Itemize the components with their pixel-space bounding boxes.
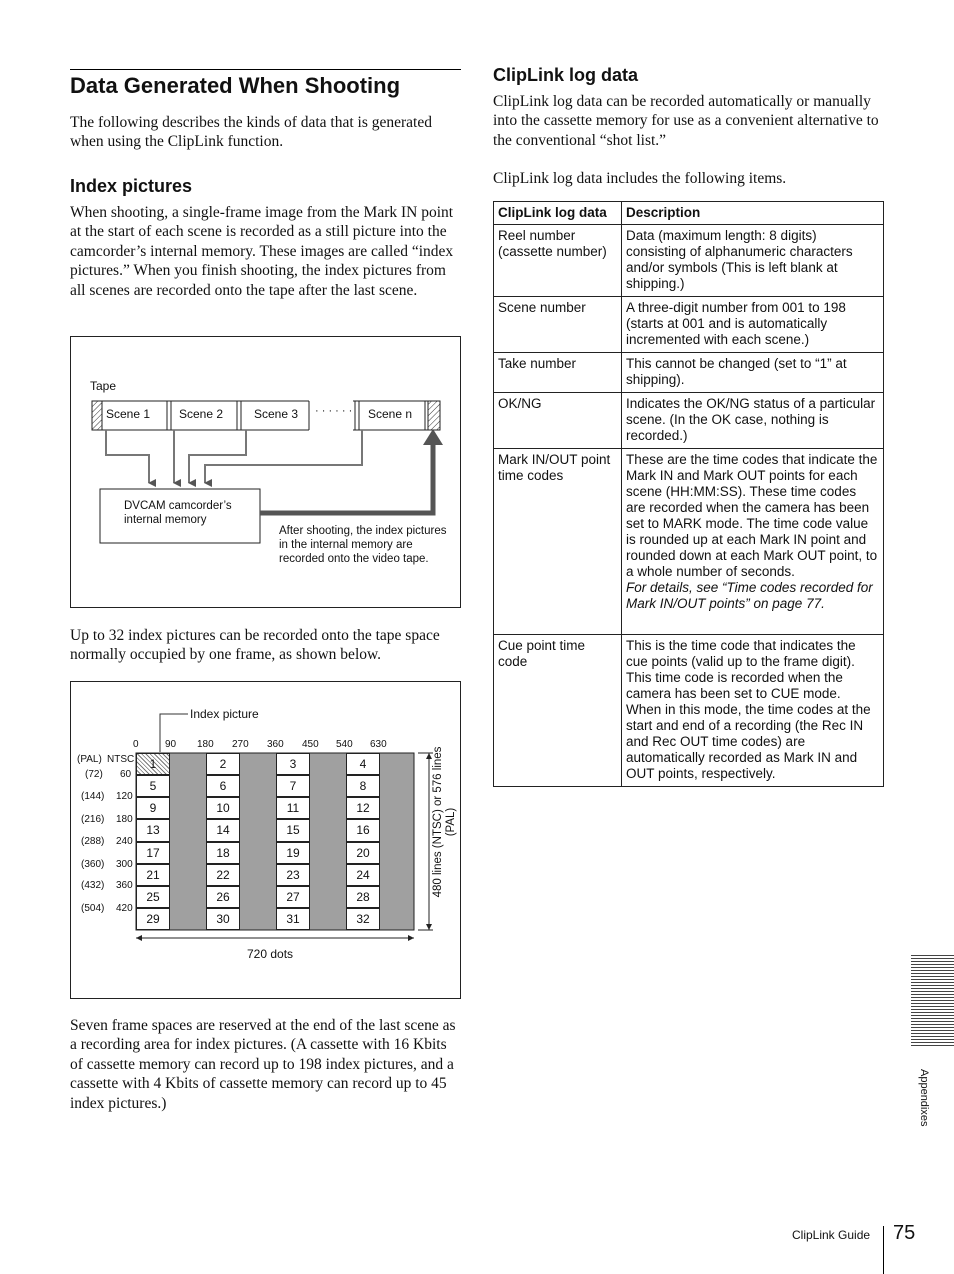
tape-index-area-hatch <box>428 401 440 430</box>
scene-n-label: Scene n <box>368 407 413 421</box>
index-cell: 6 <box>206 775 240 797</box>
section-tab-marks <box>911 955 954 1047</box>
pal-label: (PAL) <box>77 754 102 765</box>
index-cell: 8 <box>346 775 380 797</box>
pal-tick: (432) <box>81 880 105 891</box>
pal-tick: (360) <box>81 859 105 870</box>
pal-tick: (216) <box>81 814 105 825</box>
ntsc-tick: 240 <box>116 836 133 847</box>
table-row <box>494 297 884 353</box>
log-item-description: This cannot be changed (set to “1” at shipping). <box>622 353 884 393</box>
index-cell: 9 <box>136 797 170 819</box>
x-tick: 630 <box>370 739 387 750</box>
ntsc-tick: 420 <box>116 903 133 914</box>
index-cell: 23 <box>276 864 310 886</box>
index-cell: 16 <box>346 819 380 841</box>
pal-tick: (504) <box>81 903 105 914</box>
log-item-description-text: These are the time codes that indicate the Mark IN and Mark OUT points for each scene (HH:MM:SS). These time codes are recorded when the camera has been set to MARK mode. The time code value is rounded up at each Mark IN point and rounded down at each Mark OUT point, to a whole number of seconds. <box>626 452 878 579</box>
page-title: Data Generated When Shooting <box>70 69 461 99</box>
index-cell: 1 <box>136 753 170 775</box>
x-tick: 0 <box>133 739 139 750</box>
log-item-name: Take number <box>494 353 622 393</box>
index-cell: 11 <box>276 797 310 819</box>
up-to-32-paragraph: Up to 32 index pictures can be recorded onto the tape space normally occupied by one frame, as shown below. <box>70 627 440 664</box>
after-shooting-note: After shooting, the index pictures in the internal memory are recorded onto the video tape. <box>279 525 447 565</box>
pal-tick: (72) <box>85 769 103 780</box>
log-item-description <box>622 449 884 635</box>
x-tick: 270 <box>232 739 249 750</box>
log-item-description: Data (maximum length: 8 digits) consisting of alphanumeric characters and/or symbols (This is left blank at shipping.) <box>622 225 884 297</box>
pal-tick: (288) <box>81 836 105 847</box>
cliplink-log-heading: ClipLink log data <box>493 65 639 85</box>
tape-label: Tape <box>90 379 117 393</box>
log-item-name: Cue point time code <box>494 635 622 787</box>
horizontal-dimension-label: 720 dots <box>247 947 294 961</box>
table-row <box>494 353 884 393</box>
ntsc-tick: 120 <box>116 791 133 802</box>
log-item-name: Scene number <box>494 297 622 353</box>
index-cell: 29 <box>136 908 170 930</box>
index-cell: 10 <box>206 797 240 819</box>
ntsc-tick: 300 <box>116 859 133 870</box>
section-side-label: Appendixes <box>918 1069 930 1127</box>
index-cell: 13 <box>136 819 170 841</box>
cliplink-log-table <box>493 201 884 787</box>
vertical-dimension-label: 480 lines (NTSC) or 576 lines (PAL) <box>432 746 457 898</box>
log-item-description: This is the time code that indicates the cue points (valid up to the frame digit). This time code is recorded when the camera has been set to CUE mode. When in this mode, the time codes at the start and end of a recording (the Rec IN and Rec OUT time codes) are automatically recorded as Mark IN and OUT points, respectively. <box>622 635 884 787</box>
scene-ellipsis: · · · · · · <box>315 405 353 417</box>
index-cell: 19 <box>276 842 310 864</box>
index-cell: 20 <box>346 842 380 864</box>
index-cell: 15 <box>276 819 310 841</box>
footer-divider <box>883 1226 884 1274</box>
index-cell: 7 <box>276 775 310 797</box>
page-number: 75 <box>893 1222 916 1244</box>
index-cell: 21 <box>136 864 170 886</box>
log-item-description: A three-digit number from 001 to 198 (starts at 001 and is automatically incremented with each scene.) <box>622 297 884 353</box>
index-cell: 4 <box>346 753 380 775</box>
index-cell: 28 <box>346 886 380 908</box>
index-cell: 5 <box>136 775 170 797</box>
log-item-name: OK/NG <box>494 393 622 449</box>
index-cell: 32 <box>346 908 380 930</box>
index-cell: 14 <box>206 819 240 841</box>
x-tick: 360 <box>267 739 284 750</box>
tape-diagram-graphics <box>71 337 462 609</box>
ntsc-tick: 180 <box>116 814 133 825</box>
seven-frames-paragraph: Seven frame spaces are reserved at the end of the last scene as a recording area for index pictures. (A cassette with 16 Kbits of cassette memory can record up to 198 index pictures, and a cassette with 4 Kbits of cassette memory can record up to 45 index pictures.) <box>70 1017 456 1112</box>
index-cell: 26 <box>206 886 240 908</box>
cliplink-intro-paragraph: ClipLink log data can be recorded automatically or manually into the cassette memory for use as a convenient alternative to the conventional “shot list.” <box>493 93 879 149</box>
intro-paragraph: The following describes the kinds of data that is generated when using the ClipLink function. <box>70 114 432 151</box>
tape-leader-hatch <box>92 401 102 430</box>
table-row <box>494 635 884 787</box>
x-tick: 90 <box>165 739 177 750</box>
index-cell: 22 <box>206 864 240 886</box>
cross-reference-note: For details, see “Time codes recorded for Mark IN/OUT points” on page 77. <box>626 580 873 611</box>
table-row <box>494 449 884 635</box>
x-tick: 450 <box>302 739 319 750</box>
column-header: ClipLink log data <box>494 202 622 225</box>
scene-3-label: Scene 3 <box>254 407 299 421</box>
index-picture-label: Index picture <box>190 707 259 721</box>
index-cell: 30 <box>206 908 240 930</box>
scene-2-label: Scene 2 <box>179 407 224 421</box>
tape-recording-diagram <box>70 336 461 608</box>
x-tick: 180 <box>197 739 214 750</box>
column-header: Description <box>622 202 884 225</box>
ntsc-tick: 360 <box>116 880 133 891</box>
table-header-row <box>494 202 884 225</box>
internal-memory-label: DVCAM camcorder’s internal memory <box>124 500 232 526</box>
ntsc-tick: 60 <box>120 769 132 780</box>
footer-guide-name: ClipLink Guide <box>792 1228 871 1242</box>
log-item-description: Indicates the OK/NG status of a particular scene. (In the OK case, nothing is recorded.) <box>622 393 884 449</box>
index-cell: 17 <box>136 842 170 864</box>
log-item-name: Mark IN/OUT point time codes <box>494 449 622 635</box>
table-row <box>494 225 884 297</box>
index-cell: 25 <box>136 886 170 908</box>
log-item-name: Reel number (cassette number) <box>494 225 622 297</box>
index-cell: 12 <box>346 797 380 819</box>
index-picture-layout-diagram <box>70 681 461 999</box>
ntsc-label: NTSC <box>107 754 135 765</box>
index-cell: 3 <box>276 753 310 775</box>
index-cell: 31 <box>276 908 310 930</box>
cliplink-items-paragraph: ClipLink log data includes the following items. <box>493 170 787 187</box>
x-tick: 540 <box>336 739 353 750</box>
pal-tick: (144) <box>81 791 105 802</box>
index-cell: 27 <box>276 886 310 908</box>
scene-1-label: Scene 1 <box>106 407 151 421</box>
index-pictures-heading: Index pictures <box>70 176 193 196</box>
index-cell: 2 <box>206 753 240 775</box>
index-cell: 18 <box>206 842 240 864</box>
table-row <box>494 393 884 449</box>
index-cell: 24 <box>346 864 380 886</box>
index-pictures-paragraph: When shooting, a single-frame image from the Mark IN point at the start of each scene is recorded as a still picture into the camcorder’s internal memory. These images are called “index pictures.” When you finish shooting, the index pictures from all scenes are recorded onto the tape after the last scene. <box>70 204 454 299</box>
